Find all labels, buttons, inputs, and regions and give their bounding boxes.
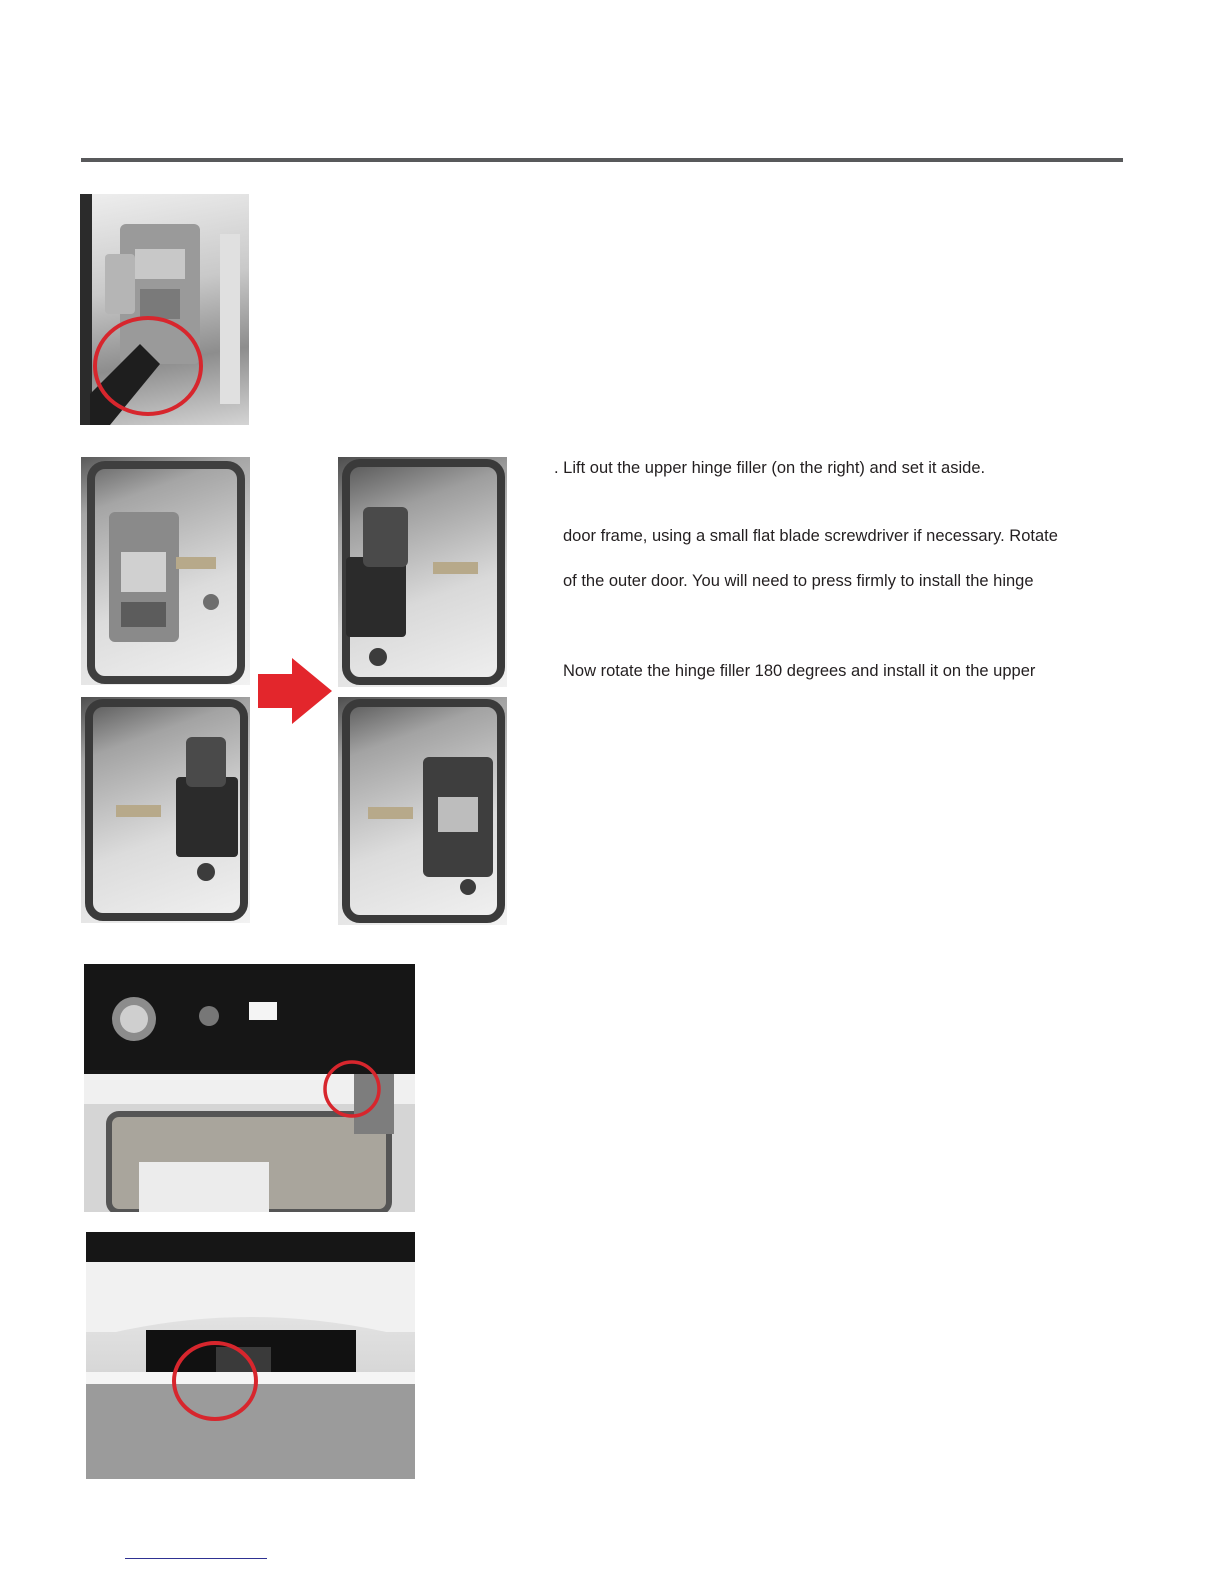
instruction-line-2: door frame, using a small flat blade screwdriver if necessary. Rotate — [563, 527, 1058, 545]
right-arrow-icon — [258, 658, 332, 724]
photo-step-a-before — [81, 457, 250, 685]
highlight-circle-icon — [86, 1232, 415, 1479]
instruction-line-1: . Lift out the upper hinge filler (on the right) and set it aside. — [554, 459, 986, 477]
photo-step-a-after — [338, 457, 507, 687]
photo-washer-top — [84, 964, 415, 1212]
photo-step-b-before — [81, 697, 250, 923]
photo-step-b-after — [338, 697, 507, 925]
highlight-circle-icon — [84, 964, 415, 1212]
header-rule — [81, 158, 1123, 162]
instruction-line-3: of the outer door. You will need to press firmly to install the hinge — [563, 572, 1034, 590]
photo-hinge-closeup — [80, 194, 249, 425]
highlight-circle-icon — [80, 194, 249, 425]
photo-lid-closeup — [86, 1232, 415, 1479]
footer-link-underline[interactable] — [125, 1558, 267, 1559]
instruction-line-4: Now rotate the hinge filler 180 degrees and install it on the upper — [563, 662, 1036, 680]
